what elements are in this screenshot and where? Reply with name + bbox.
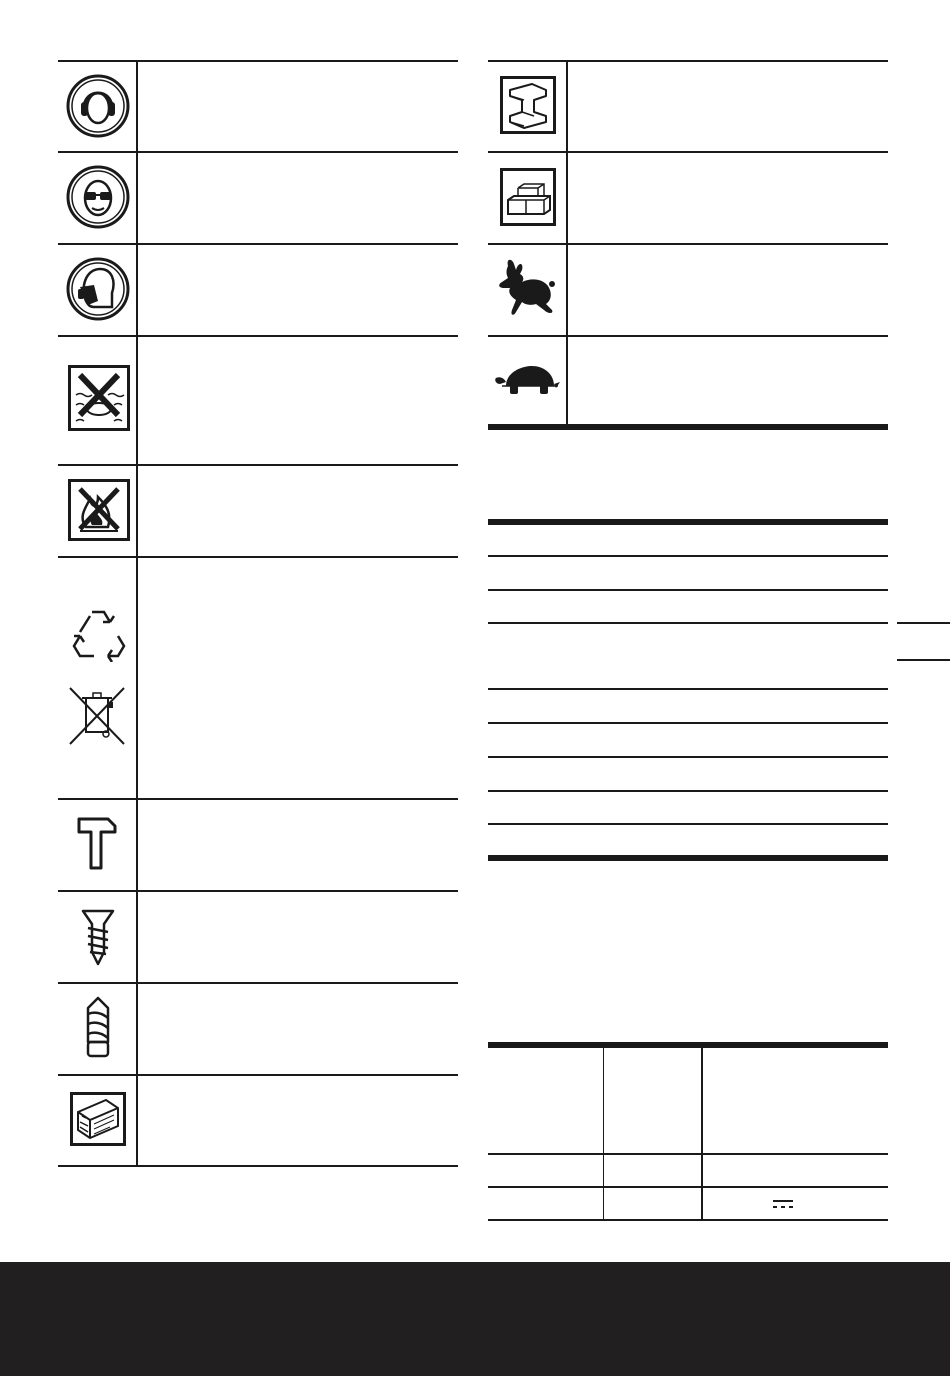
table-rule — [488, 1186, 888, 1188]
hammer-mode-icon — [76, 816, 118, 872]
table-rule-top — [488, 1042, 888, 1048]
recycle-icon — [70, 606, 126, 662]
crossed-bin-icon — [68, 686, 126, 746]
do-not-expose-to-rain-icon — [68, 365, 130, 431]
table-rule — [488, 243, 888, 245]
rabbit-fast-speed-icon — [494, 256, 558, 322]
table-rule — [488, 1219, 888, 1221]
table-rule — [58, 60, 458, 62]
ear-protection-icon — [66, 74, 130, 138]
eye-protection-icon — [66, 165, 130, 229]
do-not-burn-icon — [68, 479, 130, 541]
table-rule — [488, 151, 888, 153]
dc-voltage-icon — [772, 1197, 794, 1209]
dust-mask-icon — [66, 257, 130, 321]
side-tab-mark — [897, 622, 950, 624]
metal-icon — [500, 76, 556, 134]
footer-bar — [0, 1262, 950, 1376]
table-rule — [488, 60, 888, 62]
table-rule — [488, 688, 888, 690]
table-rule — [58, 464, 458, 466]
table-rule — [58, 890, 458, 892]
side-tab-mark — [897, 659, 950, 661]
table-rule — [58, 335, 458, 337]
table-rule — [58, 556, 458, 558]
table-rule — [58, 798, 458, 800]
screw-icon — [80, 908, 116, 968]
turtle-slow-speed-icon — [492, 362, 562, 398]
table-rule — [58, 982, 458, 984]
wood-icon — [70, 1092, 126, 1146]
table-rule — [488, 823, 888, 825]
table-column-divider — [536, 519, 538, 861]
table-rule — [488, 555, 888, 557]
table-rule — [58, 1165, 458, 1167]
masonry-icon — [500, 168, 556, 226]
drill-bit-icon — [84, 996, 112, 1058]
table-column-divider — [566, 60, 568, 426]
table-column-divider — [136, 60, 138, 1167]
table-column-divider — [603, 1042, 604, 1220]
table-rule-bottom — [488, 855, 888, 861]
table-rule — [488, 756, 888, 758]
table-rule — [488, 722, 888, 724]
table-rule-top — [488, 519, 888, 525]
table-rule — [488, 1153, 888, 1155]
table-column-divider — [701, 1042, 703, 1220]
table-rule — [488, 335, 888, 337]
table-rule-bottom — [488, 424, 888, 430]
table-rule — [58, 1074, 458, 1076]
table-rule — [58, 243, 458, 245]
table-rule — [488, 622, 888, 624]
table-rule — [58, 151, 458, 153]
table-rule — [488, 589, 888, 591]
table-rule — [488, 790, 888, 792]
